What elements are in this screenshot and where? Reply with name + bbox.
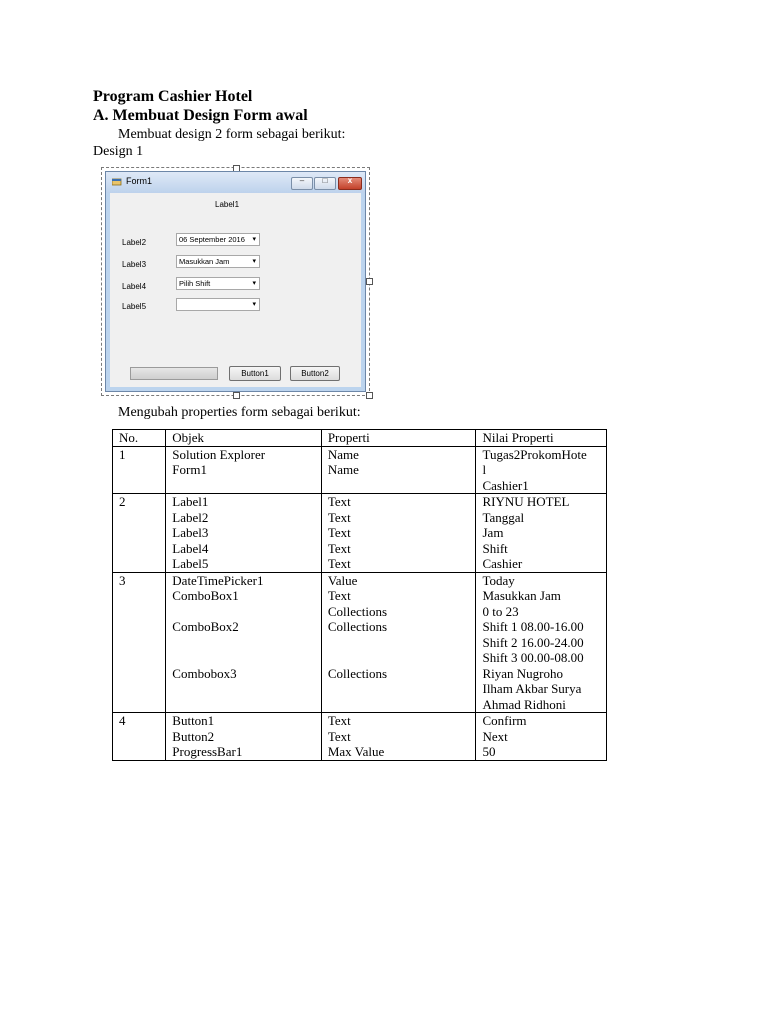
property-name: Text	[327, 713, 351, 728]
cell-nilai	[476, 572, 607, 713]
property-value: Tanggal	[482, 509, 525, 525]
property-name: Name	[327, 462, 359, 477]
object-name: Label2	[172, 509, 209, 525]
column-header-nilai: Nilai Properti	[476, 430, 607, 447]
form-icon	[112, 178, 122, 186]
row-number: 2	[119, 494, 126, 509]
object-name: Button1	[172, 713, 215, 728]
property-value: Shift	[482, 540, 508, 556]
row-number: 4	[119, 713, 126, 728]
cell-properti	[321, 446, 476, 494]
object-name: Label3	[172, 525, 209, 540]
combobox2[interactable]	[176, 277, 260, 290]
column-header-properti: Properti	[321, 430, 476, 447]
property-name: Text	[327, 588, 351, 603]
property-value: Tugas2ProkomHote	[482, 446, 587, 462]
object-name: ProgressBar1	[172, 744, 243, 759]
property-name: Text	[327, 509, 351, 525]
column-header-no: No.	[113, 430, 166, 447]
table-row	[113, 494, 607, 573]
property-name: Text	[327, 556, 351, 571]
close-button[interactable]	[338, 177, 362, 190]
resize-handle	[366, 392, 373, 399]
cell-properti	[321, 494, 476, 573]
property-name: Text	[327, 540, 351, 556]
document-title: Program Cashier Hotel	[93, 88, 253, 105]
property-value: Ahmad Ridhoni	[482, 696, 566, 712]
property-name	[328, 635, 476, 651]
cell-no	[113, 446, 166, 494]
cell-objek	[166, 446, 322, 494]
property-name: Collections	[327, 619, 388, 634]
window-titlebar	[106, 172, 365, 193]
form-client-area	[110, 193, 361, 387]
property-value: Riyan Nugroho	[482, 665, 564, 681]
property-value: l	[482, 462, 487, 477]
object-name	[172, 650, 321, 666]
label5: Label5	[122, 302, 147, 311]
object-name: DateTimePicker1	[172, 572, 264, 588]
maximize-icon: □	[322, 176, 328, 185]
property-value: Ilham Akbar Surya	[482, 681, 582, 696]
object-name	[172, 635, 321, 651]
property-value: Shift 1 08.00-16.00	[482, 619, 584, 634]
design-label: Design 1	[93, 144, 144, 159]
property-name: Value	[327, 572, 358, 588]
chevron-down-icon: ▾	[252, 280, 256, 287]
label1: Label1	[215, 200, 240, 209]
row-number: 3	[119, 572, 126, 588]
combobox1[interactable]	[176, 255, 260, 268]
date-value: 06 September 2016	[179, 235, 245, 244]
minimize-icon: –	[299, 176, 305, 185]
button2[interactable]: Button2	[290, 366, 340, 381]
object-name: Combobox3	[172, 665, 237, 681]
object-name: ComboBox2	[172, 619, 239, 634]
minimize-button[interactable]	[291, 177, 313, 190]
object-name: Label5	[172, 556, 209, 571]
property-value: Masukkan Jam	[482, 588, 561, 603]
cell-properti	[321, 572, 476, 713]
progress-bar	[130, 367, 218, 380]
object-name: ComboBox1	[172, 588, 239, 603]
property-value: Next	[482, 728, 508, 744]
object-name: Label4	[172, 540, 209, 556]
object-name	[172, 681, 321, 697]
property-value: Jam	[482, 525, 504, 540]
cell-objek	[166, 713, 322, 761]
property-value: Today	[482, 572, 515, 588]
property-value: 50	[482, 744, 496, 759]
property-value: Cashier1	[482, 477, 529, 493]
cell-no	[113, 572, 166, 713]
object-name	[172, 604, 321, 620]
label3: Label3	[122, 260, 147, 269]
property-name	[328, 478, 476, 494]
object-name	[172, 697, 321, 713]
resize-handle	[366, 278, 373, 285]
object-name: Solution Explorer	[172, 446, 266, 462]
chevron-down-icon: ▾	[252, 301, 256, 308]
label4: Label4	[122, 282, 147, 291]
table-body	[113, 446, 607, 760]
combobox3[interactable]	[176, 298, 260, 311]
table-row	[113, 713, 607, 761]
property-name: Text	[327, 728, 351, 744]
resize-handle	[233, 392, 240, 399]
object-name: Button2	[172, 728, 215, 744]
property-value: RIYNU HOTEL	[482, 494, 570, 509]
property-name: Text	[327, 525, 351, 540]
object-name: Form1	[172, 462, 207, 477]
properties-intro: Mengubah properties form sebagai berikut:	[118, 405, 361, 420]
property-name: Text	[327, 494, 351, 509]
property-value: Shift 3 00.00-08.00	[482, 650, 584, 665]
button1[interactable]: Button1	[229, 366, 281, 381]
date-time-picker[interactable]	[176, 233, 260, 246]
property-value: Cashier	[482, 556, 523, 571]
property-name	[328, 650, 476, 666]
cell-properti	[321, 713, 476, 761]
cell-objek	[166, 572, 322, 713]
form-designer-preview	[101, 167, 370, 396]
combobox1-text: Masukkan Jam	[179, 257, 230, 266]
combobox2-text: Pilih Shift	[179, 279, 211, 288]
form-window	[105, 171, 366, 392]
section-heading: A. Membuat Design Form awal	[93, 107, 308, 124]
cell-nilai	[476, 713, 607, 761]
cell-objek	[166, 494, 322, 573]
column-header-objek: Objek	[166, 430, 322, 447]
maximize-button[interactable]	[314, 177, 336, 190]
table-row	[113, 572, 607, 713]
cell-nilai	[476, 494, 607, 573]
property-value: Confirm	[482, 713, 527, 728]
property-name: Collections	[327, 603, 388, 619]
property-name	[328, 697, 476, 713]
close-icon: x	[347, 176, 353, 185]
row-number: 1	[119, 446, 126, 462]
property-name	[328, 681, 476, 697]
cell-no	[113, 494, 166, 573]
chevron-down-icon: ▾	[252, 258, 256, 265]
table-row	[113, 446, 607, 494]
property-name: Collections	[327, 665, 388, 681]
object-name	[172, 478, 321, 494]
property-value: 0 to 23	[482, 603, 519, 619]
property-name: Name	[327, 446, 359, 462]
table-header-row	[113, 430, 607, 447]
window-title: Form1	[126, 176, 153, 186]
property-name: Max Value	[327, 744, 385, 759]
property-value: Shift 2 16.00-24.00	[482, 634, 584, 650]
properties-table	[112, 429, 607, 761]
intro-text: Membuat design 2 form sebagai berikut:	[118, 127, 346, 142]
label2: Label2	[122, 238, 147, 247]
cell-no	[113, 713, 166, 761]
cell-nilai	[476, 446, 607, 494]
object-name: Label1	[172, 494, 209, 509]
chevron-down-icon: ▾	[252, 236, 256, 243]
